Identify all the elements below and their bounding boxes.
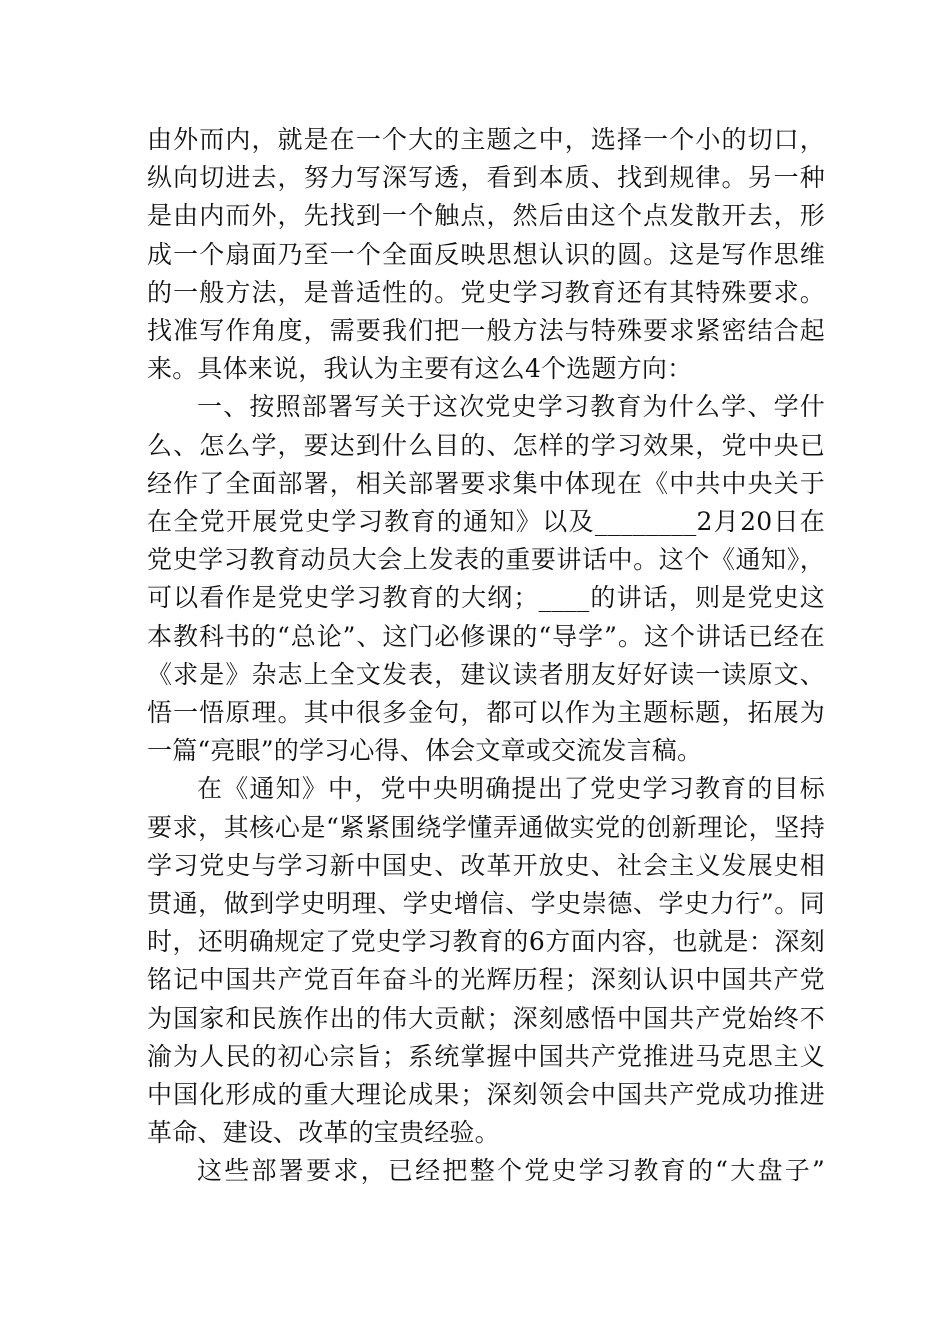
document-body bbox=[147, 121, 825, 1191]
paragraph-notice-requirements: 在《通知》中，党中央明确提出了党史学习教育的目标要求，其核心是“紧紧围绕学懂弄通做实党的创新理论，坚持学习党史与学习新中国史、改革开放史、社会主义发展史相贯通，做到学史明理、学史增信、学史崇德、学史力行”。同时，还明确规定了党史学习教育的6方面内容，也就是：深刻铭记中国共产党百年奋斗的光辉历程；深刻认识中国共产党为国家和民族作出的伟大贡献；深刻感悟中国共产党始终不渝为人民的初心宗旨；系统掌握中国共产党推进马克思主义中国化形成的重大理论成果；深刻领会中国共产党成功推进革命、建设、改革的宝贵经验。 bbox=[147, 774, 825, 1148]
paragraph-continuation: 由外而内，就是在一个大的主题之中，选择一个小的切口，纵向切进去，努力写深写透，看到本质、找到规律。另一种是由内而外，先找到一个触点，然后由这个点发散开去，形成一个扇面乃至一个全面反映思想认识的圆。这是写作思维的一般方法，是普适性的。党史学习教育还有其特殊要求。找准写作角度，需要我们把一般方法与特殊要求紧密结合起来。具体来说，我认为主要有这么4个选题方向： bbox=[147, 125, 825, 384]
paragraph-section-one: 一、按照部署写关于这次党史学习教育为什么学、学什么、怎么学，要达到什么目的、怎样的学习效果，党中央已经作了全面部署，相关部署要求集中体现在《中共中央关于在全党开展党史学习教育的通知》以及________2月20日在党史学习教育动员大会上发表的重要讲话中。这个《通知》，可以看作是党史学习教育的大纲；____的讲话，则是党史这本教科书的“总论”、这门必修课的“导学”。这个讲话已经在《求是》杂志上全文发表，建议读者朋友好好读一读原文、悟一悟原理。其中很多金句，都可以作为主题标题，拓展为一篇“亮眼”的学习心得、体会文章或交流发言稿。 bbox=[147, 392, 825, 766]
paragraph-deployment-summary: 这些部署要求，已经把整个党史学习教育的“大盘子” bbox=[197, 1156, 825, 1186]
